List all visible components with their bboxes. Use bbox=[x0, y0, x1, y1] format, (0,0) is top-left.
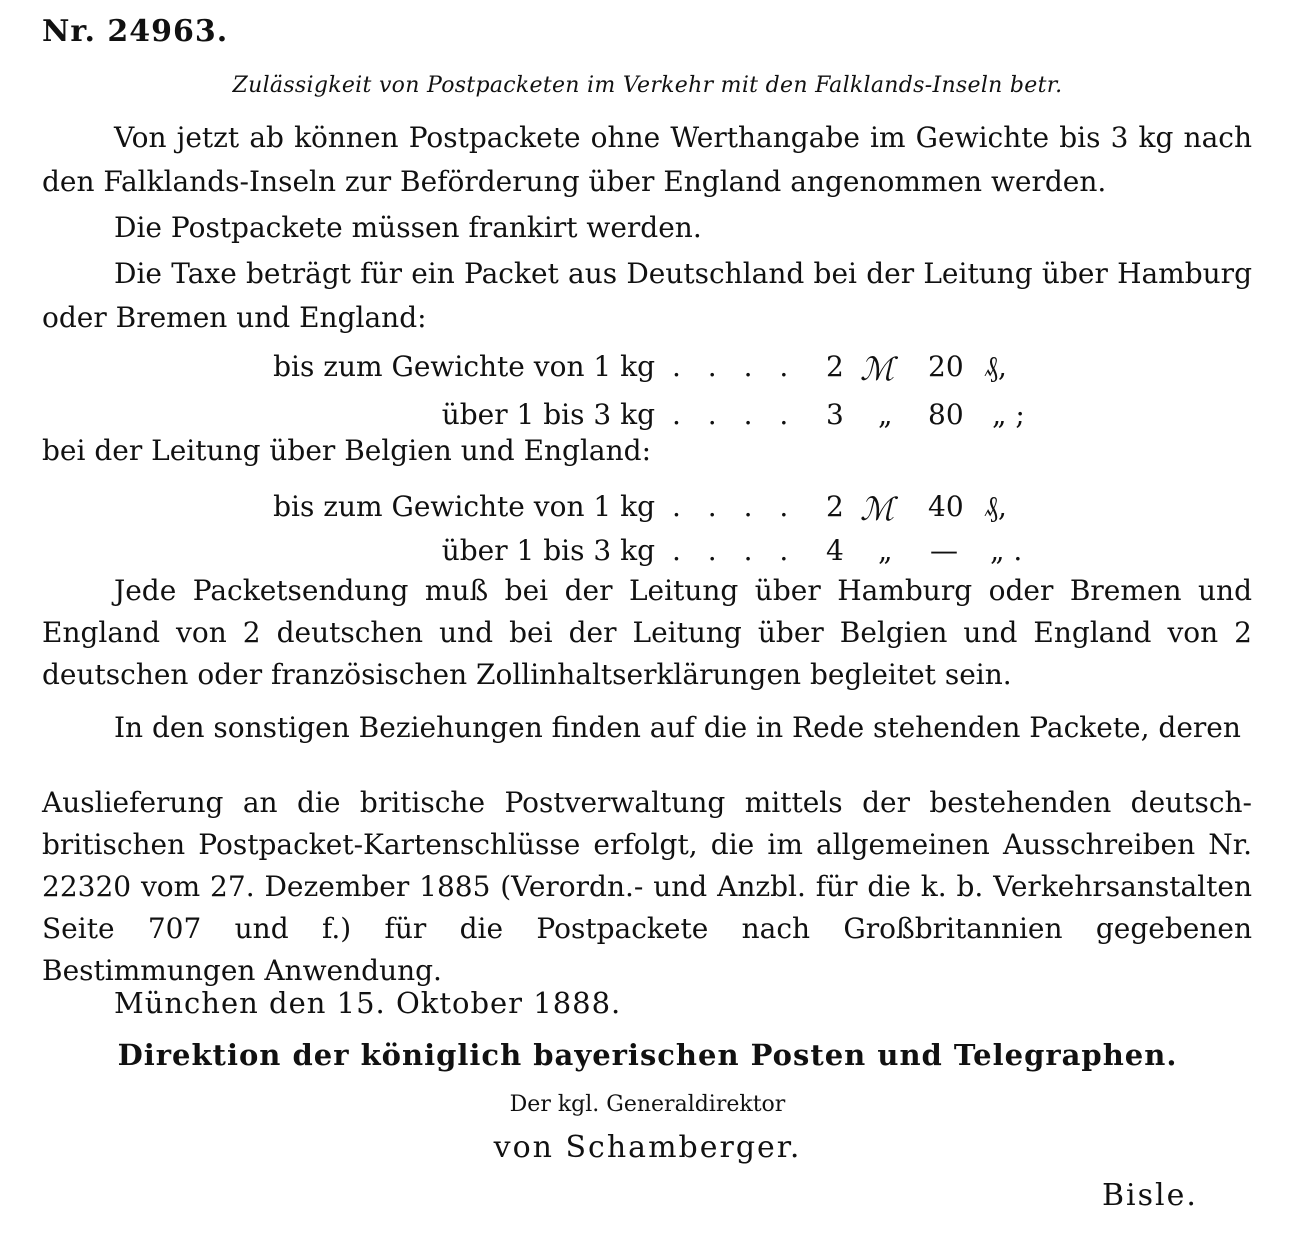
directorate-title: Direktion der königlich bayerischen Posten und Telegraphen. bbox=[117, 1038, 1178, 1072]
leitung-belgien: bei der Leitung über Belgien und England: bbox=[42, 434, 652, 467]
paragraph-3: Die Taxe beträgt für ein Packet aus Deutschland bei der Leitung über Hamburg oder Bremen und England: bbox=[42, 257, 1252, 334]
rate-row-belgien-2 bbox=[0, 534, 1295, 574]
rate-pfennig: 40 bbox=[928, 490, 964, 523]
mark-unit: „ bbox=[878, 398, 893, 431]
rate-pfennig: — bbox=[930, 534, 958, 567]
document-number: Nr. 24963. bbox=[42, 14, 229, 49]
rate-pfennig: 80 bbox=[928, 398, 964, 431]
rate-row-hamburg-2 bbox=[0, 398, 1295, 438]
general-director-title: Der kgl. Generaldirektor bbox=[509, 1092, 786, 1117]
pfennig-unit: ₰, bbox=[984, 490, 1007, 523]
paragraph-5-start: In den sonstigen Beziehungen finden auf die in Rede stehenden Packete, deren bbox=[114, 711, 1241, 744]
rate-row-hamburg-1 bbox=[0, 350, 1295, 390]
mark-unit: ℳ bbox=[860, 350, 895, 388]
paragraph-4: Jede Packetsendung muß bei der Leitung über Hamburg oder Bremen und England von 2 deutschen und bei der Leitung über Belgien und England von 2 deutschen oder französischen Zollinhaltserklärungen begleitet sein. bbox=[42, 574, 1252, 691]
rate-label: bis zum Gewichte von 1 kg bbox=[273, 490, 655, 523]
pfennig-unit: „ . bbox=[990, 534, 1023, 567]
mark-unit: ℳ bbox=[860, 490, 895, 528]
pfennig-unit: ₰, bbox=[984, 350, 1007, 383]
document-subject: Zulässigkeit von Postpacketen im Verkehr mit den Falklands-Inseln betr. bbox=[232, 73, 1063, 98]
rate-mark: 3 bbox=[826, 398, 844, 431]
pfennig-unit: „ ; bbox=[992, 398, 1025, 431]
rate-dots: . . . . bbox=[672, 350, 798, 383]
mark-unit: „ bbox=[878, 534, 893, 567]
rate-mark: 2 bbox=[826, 350, 844, 383]
countersignature: Bisle. bbox=[1102, 1178, 1198, 1213]
rate-row-belgien-1 bbox=[0, 490, 1295, 530]
rate-mark: 2 bbox=[826, 490, 844, 523]
rate-dots: . . . . bbox=[672, 490, 798, 523]
paragraph-1: Von jetzt ab können Postpackete ohne Werthangabe im Gewichte bis 3 kg nach den Falklands-Inseln zur Beförderung über England angenommen werden. bbox=[42, 121, 1252, 198]
rate-mark: 4 bbox=[826, 534, 844, 567]
rate-dots: . . . . bbox=[672, 398, 798, 431]
rate-label: über 1 bis 3 kg bbox=[441, 398, 655, 431]
paragraph-2: Die Postpackete müssen frankirt werden. bbox=[114, 211, 702, 244]
rate-dots: . . . . bbox=[672, 534, 798, 567]
paragraph-5-continued: Auslieferung an die britische Postverwaltung mittels der bestehenden deutsch-britischen Postpacket-Kartenschlüsse erfolgt, die im allgemeinen Ausschreiben Nr. 22320 vom 27. Dezember 1885 (Verordn.- und Anzbl. für die k. b. Verkehrsanstalten Seite 707 und f.) für die Postpackete nach Großbritannien gegebenen Bestimmungen Anwendung. bbox=[42, 786, 1252, 987]
document-date: München den 15. Oktober 1888. bbox=[114, 986, 622, 1020]
rate-label: bis zum Gewichte von 1 kg bbox=[273, 350, 655, 383]
signatory-name: von Schamberger. bbox=[493, 1130, 802, 1165]
rate-label: über 1 bis 3 kg bbox=[441, 534, 655, 567]
rate-pfennig: 20 bbox=[928, 350, 964, 383]
